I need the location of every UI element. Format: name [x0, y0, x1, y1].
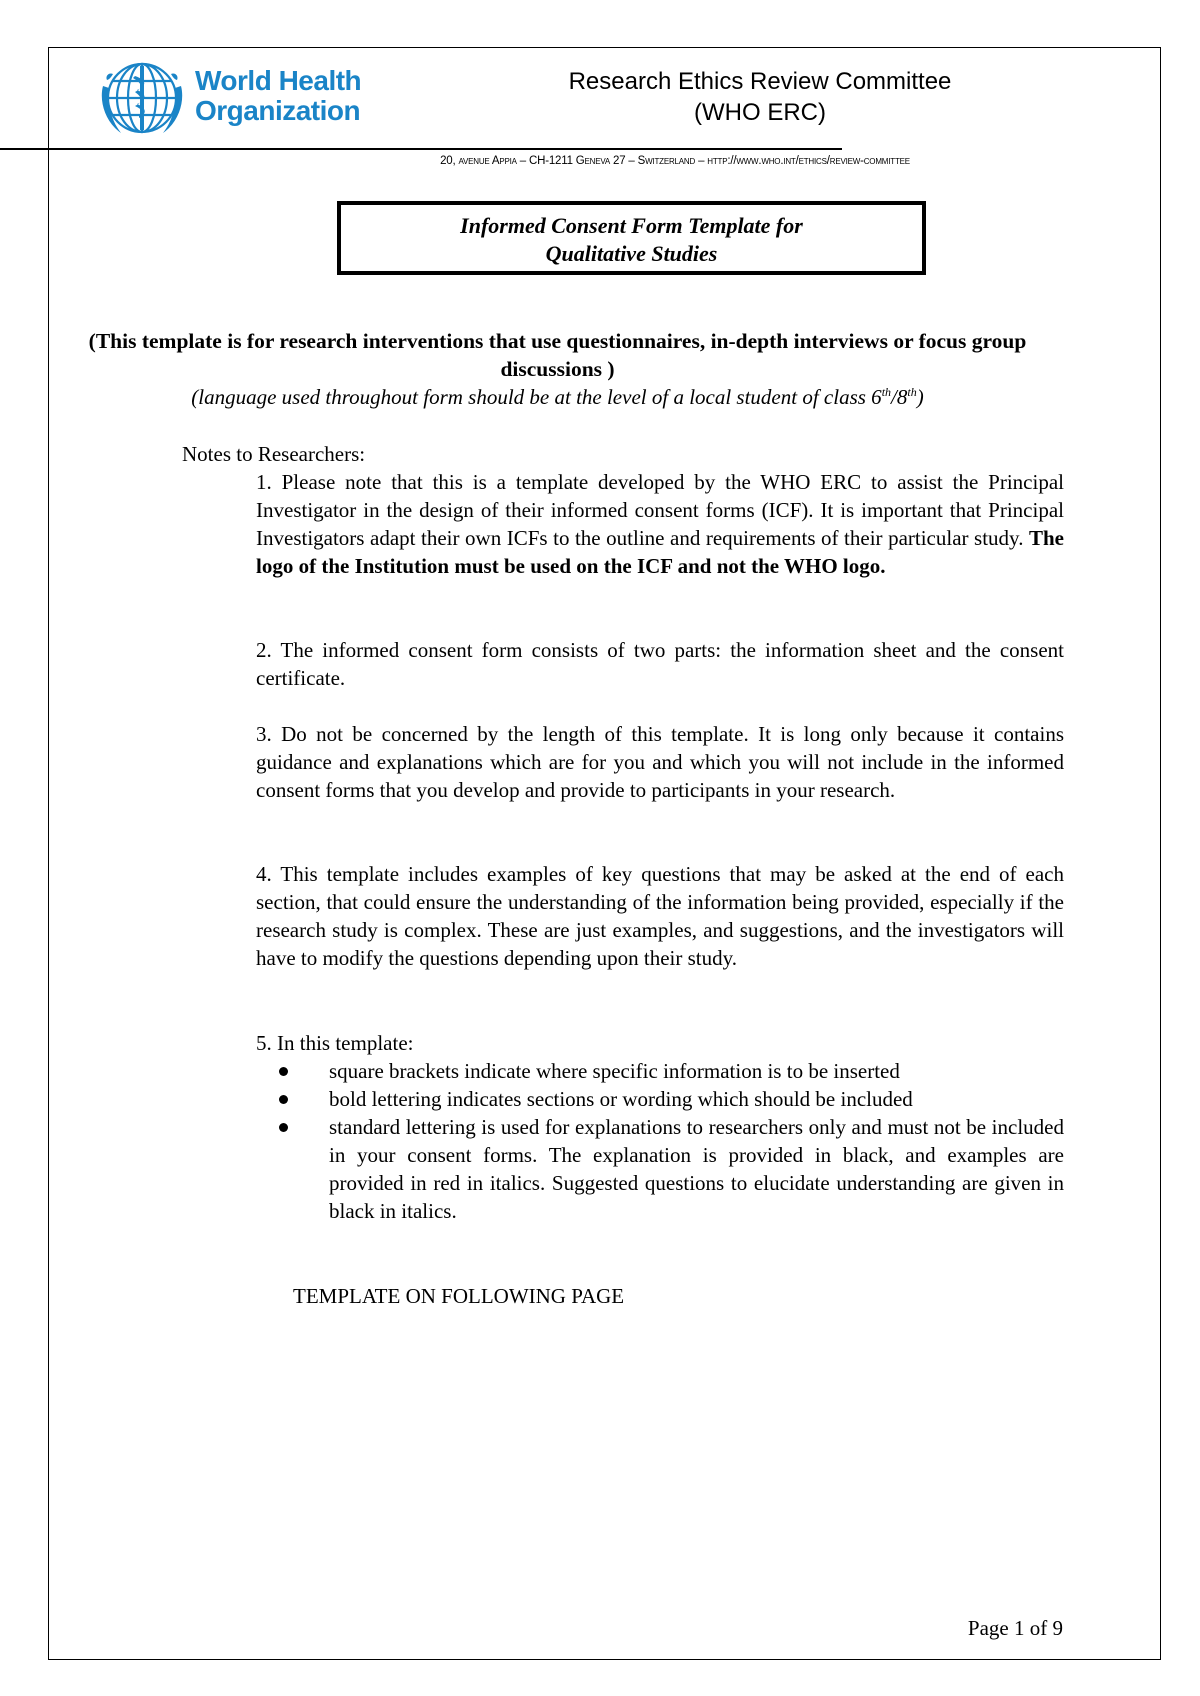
- bullet-text: square brackets indicate where specific information is to be inserted: [329, 1059, 900, 1083]
- note-5-bullets: [256, 1057, 1064, 1225]
- note-5: 5. In this template:: [256, 1031, 414, 1055]
- address-line: [160, 155, 1190, 167]
- bullet-text: standard lettering is used for explanations to researchers only and must not be included in your consent forms. The explanation is provided in black, and examples are provided in red in italics. Suggested questions to elucidate understanding are given in black in italics.: [329, 1115, 1064, 1223]
- who-logo: [99, 56, 369, 140]
- note-2: 2. The informed consent form consists of two parts: the information sheet and the consent certificate.: [256, 638, 1064, 690]
- list-item: [256, 1057, 1064, 1085]
- template-scope: (This template is for research interventions that use questionnaires, in-depth interviews or focus group discussions ): [88, 329, 1027, 381]
- title-line-1: Informed Consent Form Template for: [460, 213, 803, 238]
- bullet-icon: [279, 1095, 288, 1104]
- logo-line-2: Organization: [195, 95, 361, 126]
- list-item: [256, 1085, 1064, 1113]
- language-note: [55, 383, 1060, 411]
- page-number: Page 1 of 9: [967, 1616, 1063, 1640]
- header-divider: [0, 148, 842, 150]
- committee-line-2: (WHO ERC): [694, 99, 826, 126]
- note-1-bold: The logo of the Institution must be used on the ICF and not the WHO logo.: [256, 526, 1064, 578]
- language-note-sup-2: th: [907, 385, 917, 399]
- note-1-text: 1. Please note that this is a template developed by the WHO ERC to assist the Principal Investigator in the design of their informed consent forms (ICF). It is important that Principal Investigators adapt their own ICFs to the outline and requirements of their particular study.: [256, 470, 1064, 550]
- bullet-text: bold lettering indicates sections or wording which should be included: [329, 1087, 913, 1111]
- committee-name: [540, 66, 980, 128]
- who-logo-text: [195, 66, 361, 126]
- following-page-note: TEMPLATE ON FOLLOWING PAGE: [293, 1284, 625, 1308]
- language-note-mid: /8: [891, 385, 908, 409]
- committee-line-1: Research Ethics Review Committee: [568, 68, 952, 95]
- language-note-sup-1: th: [881, 385, 892, 399]
- note-3: 3. Do not be concerned by the length of this template. It is long only because it contains guidance and explanations which are for you and which you will not include in the informed consent forms that you develop and provide to participants in your research.: [256, 722, 1064, 802]
- language-note-prefix: (language used throughout form should be at the level of a local student of class 6: [191, 385, 882, 409]
- list-item: [256, 1113, 1064, 1225]
- title-line-2: Qualitative Studies: [545, 241, 718, 266]
- note-4: 4. This template includes examples of key questions that may be asked at the end of each section, that could ensure the understanding of the information being provided, especially if the research study is complex. These are just examples, and suggestions, and the investigators will have to modify the questions depending upon their study.: [256, 862, 1064, 970]
- page-border: [48, 47, 1161, 1660]
- bullet-icon: [279, 1067, 288, 1076]
- who-emblem-icon: [99, 56, 185, 140]
- note-1: [256, 468, 1064, 580]
- document-title-box: [337, 201, 926, 275]
- bullet-icon: [279, 1123, 288, 1132]
- notes-heading: Notes to Researchers:: [182, 442, 366, 466]
- logo-line-1: World Health: [195, 65, 362, 96]
- language-note-suffix: ): [916, 385, 924, 409]
- address-text: 20, avenue Appia – CH-1211 Geneva 27 – Switzerland – http://www.who.int/ethics/review-committee: [440, 155, 910, 167]
